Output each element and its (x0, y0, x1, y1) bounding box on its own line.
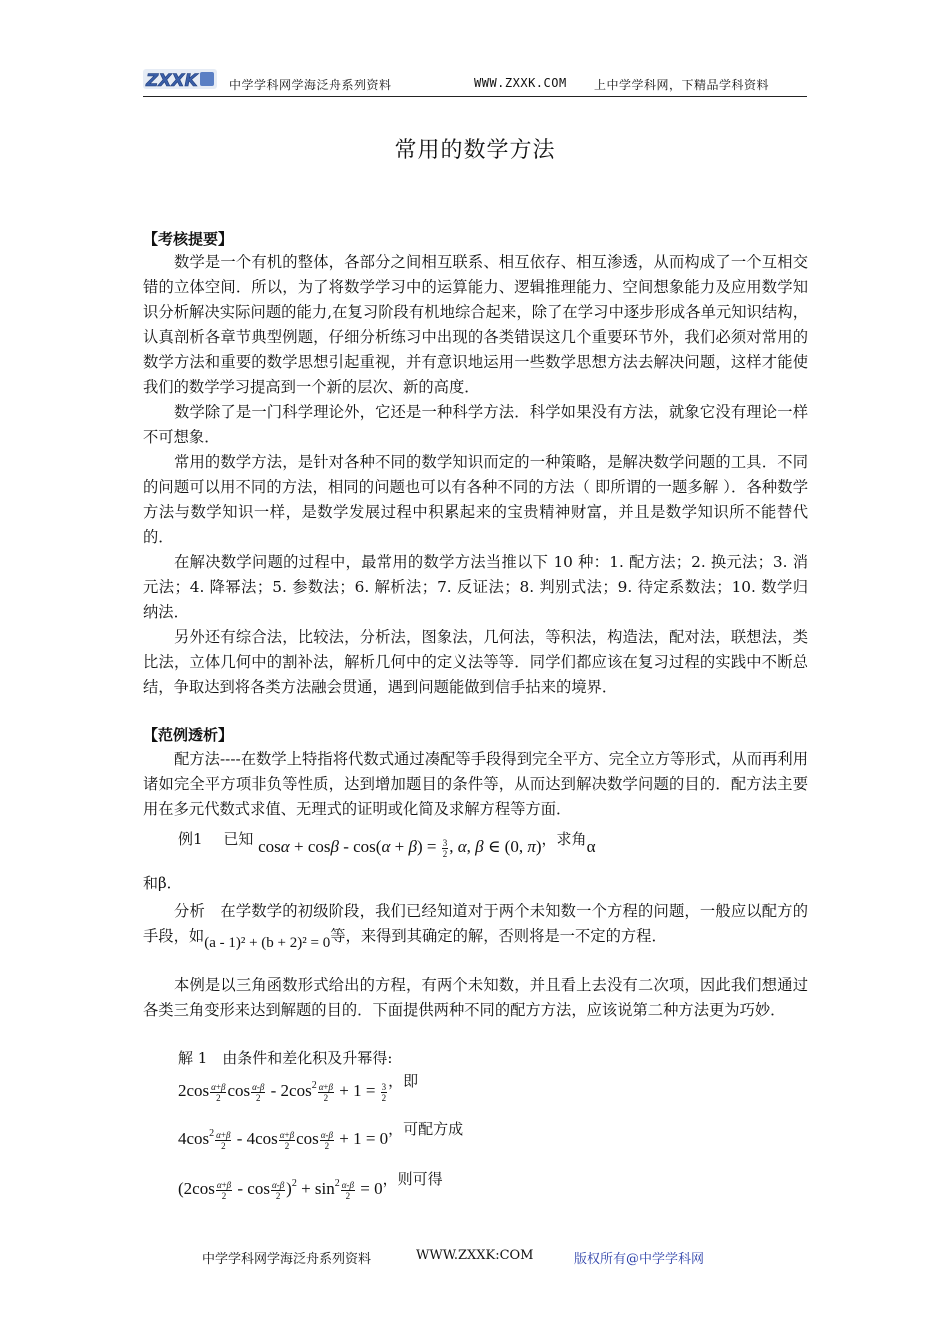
solution-1-label: 解 1 由条件和差化积及升幂得: (178, 1049, 393, 1067)
section-heading-examples: 【范例透析】 (143, 726, 234, 744)
page-header (143, 66, 807, 97)
analysis-text-2: 等，来得到其确定的解，否则将是一不定的方程． (330, 927, 667, 945)
overview-paragraph: 常用的数学方法，是针对各种不同的数学知识而定的一种策略，是解决数学问题的工具．不同的问题可以用不同的方法，相同的问题也可以有各种不同的方法（ 即所谓的一题多解 ）．各种数学方法与数学知识一样，是数学发展过程中积累起来的宝贵精神财富，并且是数学知识所不能替代的． (143, 453, 808, 546)
svg-text:ZXXK: ZXXK (146, 71, 198, 91)
example-suffix: ，求角 (541, 830, 587, 848)
example-1-formula: cosα + cosβ - cos(α + β) = $\frac{3}{2}$ , α, β ∈ (0, π) (258, 837, 542, 859)
footer-site-url: WWW.ZXXK:COM (416, 1248, 534, 1263)
header-left-text: 中学学科网学海泛舟系列资料 (229, 78, 392, 92)
overview-paragraph: 数学除了是一门科学理论外，它还是一种科学方法．科学如果没有方法，就象它没有理论一样不可想象． (143, 403, 808, 446)
header-right-text: 上中学学科网，下精品学科资料 (594, 78, 770, 92)
overview-paragraph: 另外还有综合法，比较法，分析法，图象法，几何法，等积法，构造法，配对法，联想法，类比法，立体几何中的割补法，解析几何中的定义法等等．同学们都应该在复习过程的实践中不断总结，争取达到将各类方法融会贯通，遇到问题能做到信手拈来的境界． (143, 628, 808, 696)
section-heading-overview: 【考核提要】 (143, 230, 234, 248)
example-1-continuation: 和β． (143, 874, 182, 892)
example-alpha: α (586, 837, 596, 856)
example-prefix: 已知 (223, 830, 254, 848)
overview-body (143, 250, 808, 700)
step-1-suffix: ，即 (388, 1072, 419, 1090)
analysis-block (143, 899, 808, 950)
solution-step-1: 2cos $\frac{\alpha+\beta}{2}$ cos $\frac{\alpha-\beta}{2}$ - $2\cos^2$ $\frac{\alpha+\beta}{2}$ + 1 = $\frac{3}{2}$ ，即 (178, 1072, 419, 1103)
analysis-formula: (a - 1)² + (b + 2)² = 0 (204, 935, 331, 951)
solution-step-2: $4\cos^2$ $\frac{\alpha+\beta}{2}$ - 4cos $\frac{\alpha+\beta}{2}$ cos $\frac{\alpha-\beta}{2}$ + 1 = 0，可配方成 (178, 1120, 464, 1151)
step-3-suffix: ，则可得 (382, 1170, 443, 1188)
footer-copyright-link[interactable]: 版权所有@中学学科网 (574, 1252, 705, 1267)
page-title: 常用的数学方法 (394, 138, 556, 163)
zxxk-logo (143, 66, 217, 92)
overview-paragraph: 数学是一个有机的整体，各部分之间相互联系、相互依存、相互渗透，从而构成了一个互相交错的立体空间．所以，为了将数学学习中的运算能力、逻辑推理能力、空间想象能力及应用数学知识分析解决实际问题的能力,在复习阶段有机地综合起来，除了在学习中逐步形成各单元知识结构，认真剖析各章节典型例题，仔细分析练习中出现的各类错误这几个重要环节外，我们必须对常用的数学方法和重要的数学思想引起重视，并有意识地运用一些数学思想方法去解决问题，这样才能使我们的数学学习提高到一个新的层次、新的高度． (143, 253, 808, 396)
method-intro-paragraph: 配方法----在数学上特指将代数式通过凑配等手段得到完全平方、完全立方等形式，从而再利用诸如完全平方项非负等性质，达到增加题目的条件等，从而达到解决数学问题的目的．配方法主要用在多元代数式求值、无理式的证明或化简及求解方程等方面． (143, 750, 808, 818)
header-site-url: WWW.ZXXK.COM (474, 76, 567, 90)
overview-paragraph: 在解决数学问题的过程中，最常用的数学方法当推以下 10 种：1. 配方法；2. 换元法；3. 消元法；4. 降幂法；5. 参数法；6. 解析法；7. 反证法；8. 判别式法；9. 待定系数法；10. 数学归纳法． (143, 553, 808, 621)
step-2-suffix: ，可配方成 (388, 1120, 464, 1138)
analysis-text: 分析 在学数学的初级阶段，我们已经知道对于两个未知数一个方程的问题，一般应以配方的手段，如 (143, 902, 808, 945)
discussion-paragraph: 本例是以三角函数形式给出的方程，有两个未知数，并且看上去没有二次项，因此我们想通过各类三角变形来达到解题的目的．下面提供两种不同的配方方法，应该说第二种方法更为巧妙． (143, 976, 808, 1019)
method-intro (143, 747, 808, 822)
example-1-line (178, 828, 596, 859)
example-discussion (143, 973, 808, 1023)
example-label: 例1 (178, 830, 203, 848)
footer-left-text: 中学学科网学海泛舟系列资料 (202, 1252, 372, 1267)
solution-step-3: (2cos $\frac{\alpha+\beta}{2}$ - cos $\frac{\alpha-\beta}{2}$ )$^2 + \sin^2$ $\frac{\alpha-\beta}{2}$ = 0，则可得 (178, 1170, 443, 1201)
